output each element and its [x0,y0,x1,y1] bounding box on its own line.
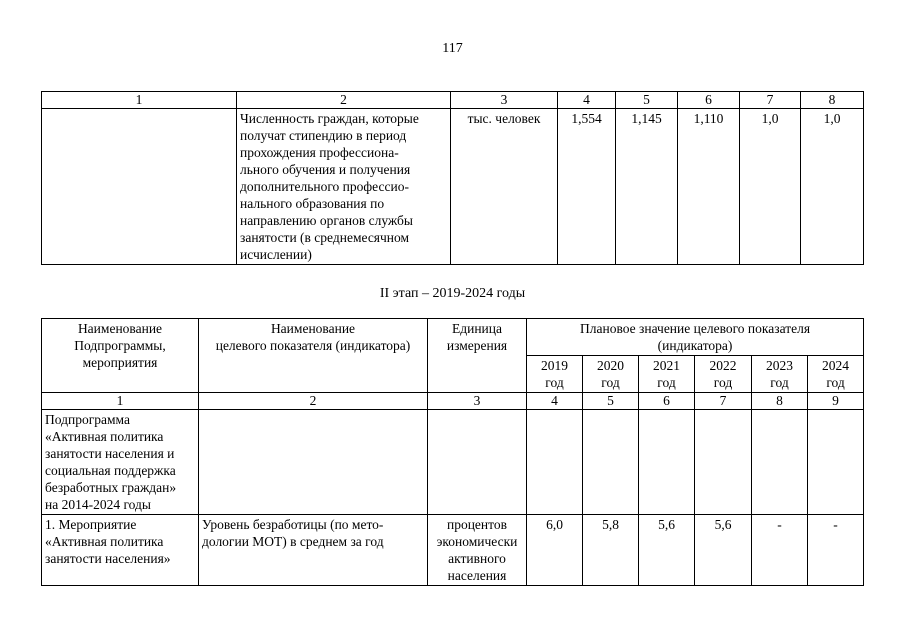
year-suffix: год [545,375,564,390]
stage-heading: II этап – 2019-2024 годы [379,286,526,301]
empty-cell [639,410,695,515]
value-cell: 6,0 [527,515,583,586]
value-cell: 1,145 [616,109,678,265]
text-line: на 2014-2024 годы [45,497,151,512]
unit-cell: тыс. человек [451,109,558,265]
text-line: Наименование [270,321,356,336]
year: 2022 [709,358,737,373]
column-number: 6 [639,393,695,410]
year: 2021 [653,358,680,373]
value-cell: 1,0 [801,109,864,265]
header-row [42,319,864,356]
year-header [808,356,864,393]
text-line: направлению органов службы [240,213,413,228]
text-line: социальная поддержка [45,463,176,478]
text-line: Уровень безработицы (по мето- [202,517,384,532]
text-line: экономически [436,534,518,549]
column-number: 6 [678,92,740,109]
stage-indicator-table [41,318,864,586]
text-line: Численность граждан, которые [240,111,419,126]
text-line: (индикатора) [657,338,733,353]
year: 2023 [766,358,793,373]
column-number: 4 [558,92,616,109]
header-subprogram [42,319,199,393]
year-suffix: год [601,375,620,390]
text-line: мероприятия [82,355,158,370]
empty-cell [695,410,752,515]
text-line: прохождения профессиона- [240,145,399,160]
year-header [752,356,808,393]
indicator-name-cell [199,515,428,586]
year-suffix: год [826,375,845,390]
text-line: 1. Мероприятие [45,517,137,532]
text-line: измерения [446,338,508,353]
text-line: Наименование [77,321,163,336]
empty-cell [808,410,864,515]
column-number: 7 [740,92,801,109]
year-suffix: год [770,375,789,390]
column-number-row [42,92,864,109]
column-number-row [42,393,864,410]
measure-row [42,515,864,586]
value-cell: 5,6 [695,515,752,586]
column-number: 9 [808,393,864,410]
value-cell: 1,0 [740,109,801,265]
value-cell: - [808,515,864,586]
value-cell: 5,8 [583,515,639,586]
text-line: занятости населения и [45,446,175,461]
text-line: процентов [446,517,507,532]
year: 2020 [597,358,624,373]
text-line: «Активная политика [45,429,164,444]
column-number: 1 [42,92,237,109]
column-number: 2 [237,92,451,109]
subprogram-cell [42,410,199,515]
column-number: 3 [451,92,558,109]
empty-cell [527,410,583,515]
year-suffix: год [713,375,733,390]
year-header [583,356,639,393]
column-number: 2 [199,393,428,410]
unit-cell [428,515,527,586]
table-row [42,109,864,265]
column-number: 5 [616,92,678,109]
header-indicator [199,319,428,393]
header-plan-value [527,319,864,356]
text-line: нального образования по [240,196,385,211]
column-number: 8 [752,393,808,410]
text-line: Подпрограмма [45,412,130,427]
text-line: исчислении) [240,247,312,262]
column-number: 7 [695,393,752,410]
column-number: 8 [801,92,864,109]
text-line: дологии МОТ) в среднем за год [202,534,384,549]
year-header [639,356,695,393]
text-line: занятости населения» [45,551,171,566]
text-line: дополнительного профессио- [240,179,409,194]
text-line: получат стипендию в период [240,128,407,143]
column-number: 3 [428,393,527,410]
text-line: Плановое значение целевого показателя [580,321,811,336]
year-header [527,356,583,393]
empty-cell [583,410,639,515]
text-line: активного [448,551,506,566]
year-suffix: год [657,375,676,390]
measure-name-cell [42,515,199,586]
empty-cell [428,410,527,515]
header-unit [428,319,527,393]
column-number: 5 [583,393,639,410]
page-number: 117 [442,41,463,56]
subprogram-row [42,410,864,515]
empty-cell [199,410,428,515]
text-line: «Активная политика [45,534,164,549]
text-line: населения [447,568,507,583]
text-line: занятости (в среднемесячном [240,230,410,245]
value-cell: 1,554 [558,109,616,265]
text-line: льного обучения и получения [240,162,411,177]
text-line: Единица [451,321,502,336]
value-cell: - [752,515,808,586]
text-line: Подпрограммы, [74,338,166,353]
year-header [695,356,752,393]
value-cell: 1,110 [678,109,740,265]
text-line: целевого показателя (индикатора) [215,338,411,353]
column-number: 4 [527,393,583,410]
text-line: безработных граждан» [45,480,177,495]
subprogram-cell [42,109,237,265]
year: 2024 [822,358,850,373]
empty-cell [752,410,808,515]
column-number: 1 [42,393,199,410]
indicator-name-cell [237,109,451,265]
indicator-table-continued [41,91,864,265]
value-cell: 5,6 [639,515,695,586]
year: 2019 [541,358,568,373]
